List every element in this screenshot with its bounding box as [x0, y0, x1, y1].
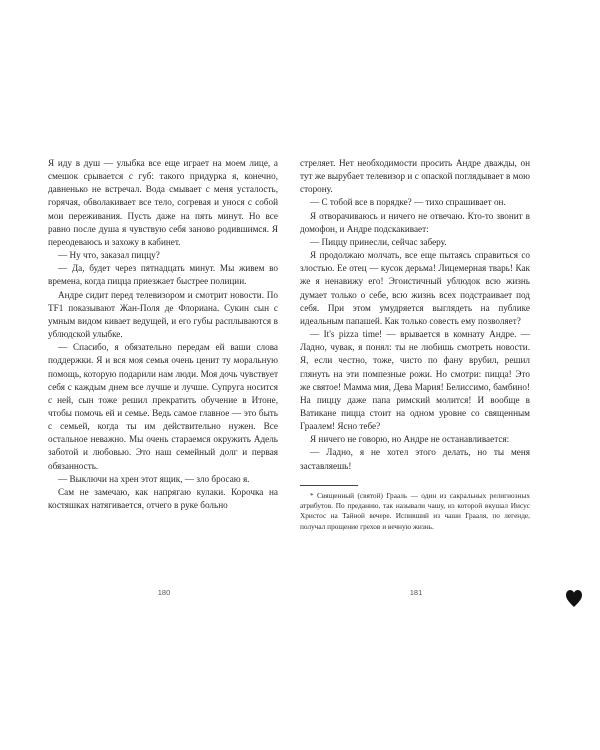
paragraph: — Ладно, я не хотел этого делать, но ты меня заставляешь!	[300, 447, 530, 471]
footnote-text: * Священный (святой) Грааль — один из сакральных религиозных атрибутов. По преданию, так называли чашу, из которой вкушал Иисус Христос на Тайной вечере. Испивший из чаши Грааля, по легенде, получал прощение грехов и вечную жизнь.	[300, 490, 530, 531]
paragraph: Я отворачиваюсь и ничего не отвечаю. Кто-то звонит в домофон, и Андре подскакивает:	[300, 210, 530, 234]
paragraph: Сам не замечаю, как напрягаю кулаки. Корочка на костяшках натягивается, отчего в руке больно	[48, 486, 278, 511]
heart-icon	[566, 590, 582, 608]
paragraph: стреляет. Нет необходимости просить Андре дважды, он тут же вырубает телевизор и с опаской поглядывает в мою сторону.	[300, 158, 530, 195]
paragraph: Я ничего не говорю, но Андре не останавливается:	[310, 434, 510, 445]
paragraph: — Выключи на хрен этот ящик, — зло бросаю я.	[58, 473, 250, 484]
paragraph: Я иду в душ — улыбка все еще играет на моем лице, а смешок срывается с губ: такого придурка я, конечно, давненько не встречал. Вода смывает с меня усталость, горячая, обволакивает все тело, согревая и унося с собой мои переживания. Пусть даже на пять минут. Но все равно после душа я чувствую себя заново родившимся. Я переодеваюсь и захожу в кабинет.	[48, 158, 278, 247]
paragraph: — Пиццу принесли, сейчас заберу.	[310, 236, 447, 247]
paragraph: Андре сидит перед телевизором и смотрит новости. По TF1 показывают Жан-Поля де Флориана. Сукин сын с умным видом кивает ведущей, и его губы расплываются в ублюдской улыбке.	[48, 289, 278, 340]
paragraph: Я продолжаю молчать, все еще пытаясь справиться со злостью. Ее отец — кусок дерьма! Лицемерная тварь! Как же я ненавижу его! Эгоистичный ублюдок всю жизнь думает только о себе, всю жизнь всех подстраивает под себя. При этом умудряется выглядеть на публике идеальным папашей. Как только совесть ему позволяет?	[300, 250, 530, 326]
paragraph: — It's pizza time! — врывается в комнату Андре. — Ладно, чувак, я понял: ты не любишь смотреть новости. Я, если честно, тоже, чисто по фану врубил, решил глянуть на эти помпезные рожи. Но смотри: пицца! Это же святое! Мамма мия, Дева Мария! Белиссимо, бамбино! На пиццу даже папа римский молится! И вообще в Ватикане пицца стоит на одном уровне со священным Граалем! Ясно тебе?	[300, 329, 530, 432]
paragraph: — Спасибо, я обязательно передам ей ваши слова поддержки. Я и вся моя семья очень ценит ту моральную помощь, которую подарили нам люди. Моя дочь чувствует себя с каждым днем все лучше и лучше. Супруга носится с ней, сын тоже решил прекратить обучение в Итоне, чтобы помочь ей и семье. Ведь самое главное — это быть с семьей, когда ты им действительно нужен. Все остальное неважно. Мы очень стараемся окружить Адель заботой и любовью. Это наш семейный долг и первая обязанность.	[48, 342, 278, 471]
page-number-left: 180	[157, 588, 171, 597]
left-page	[48, 157, 278, 512]
right-page	[300, 157, 530, 532]
page-number-right: 181	[409, 588, 423, 597]
footnote	[300, 491, 530, 532]
paragraph: — Ну что, заказал пиццу?	[58, 250, 160, 261]
paragraph: — Да, будет через пятнадцать минут. Мы живем во времена, когда пицца приезжает быстрее полиции.	[48, 263, 278, 287]
footnote-divider	[300, 485, 358, 486]
paragraph: — С тобой все в порядке? — тихо спрашивает он.	[310, 197, 506, 208]
